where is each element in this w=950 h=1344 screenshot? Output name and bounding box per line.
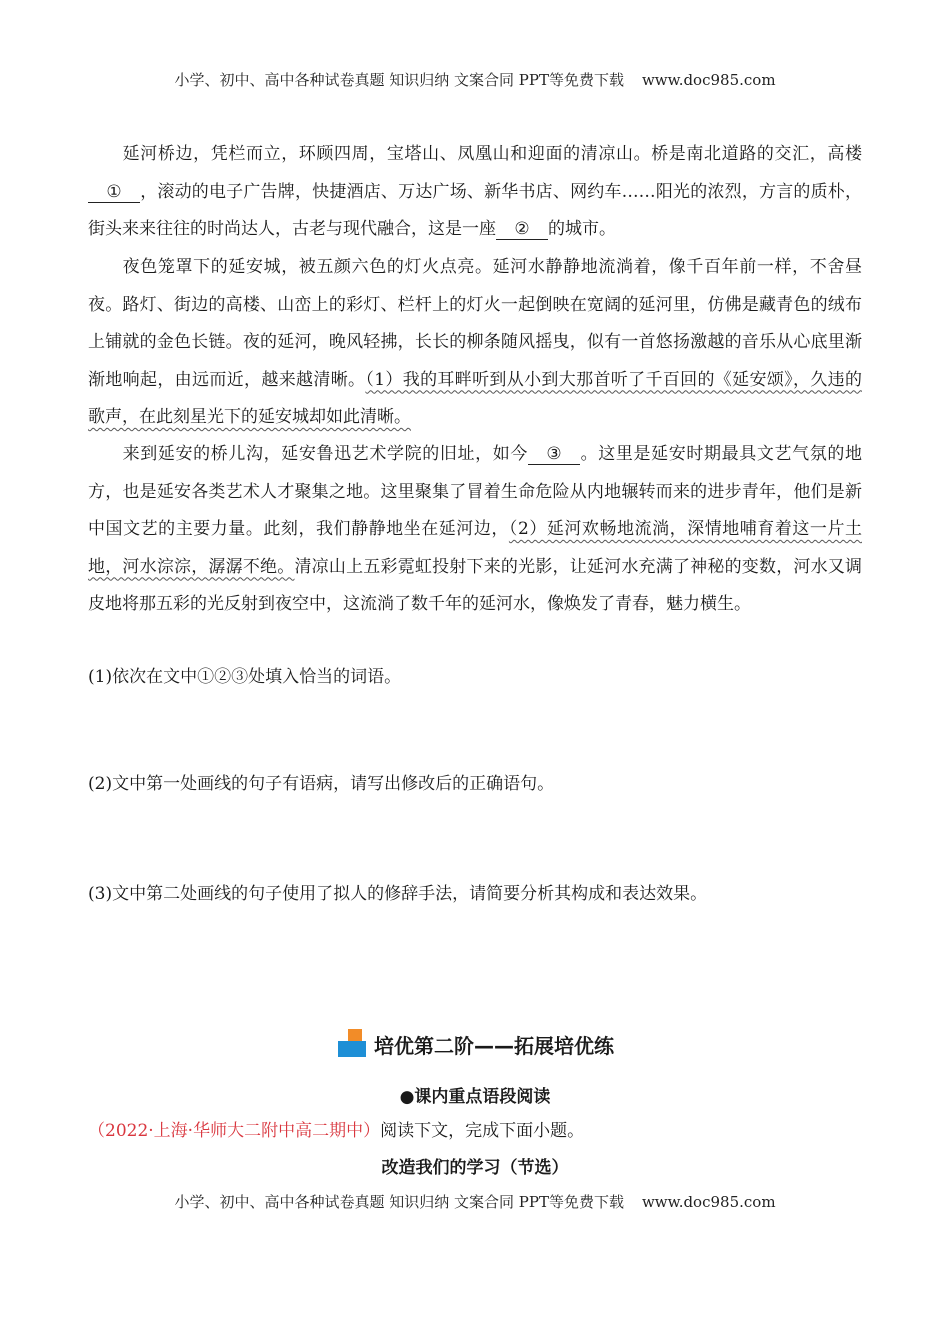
p3-text-b: 。这里是延安时期最具文艺气氛的地方，也是延安各类艺术人才聚集之地。这里聚集了冒着生命危险从内地辗转而来的进步青年，他们是新中国文艺的主要力量。此刻，我们静静地坐在延河边， xyxy=(88,444,862,539)
passage-paragraph-3 xyxy=(88,436,862,624)
source-citation: （2022·上海·华师大二附中高二期中） xyxy=(88,1121,381,1141)
p1-text-b: ，滚动的电子广告牌，快捷酒店、万达广场、新华书店、网约车……阳光的浓烈，方言的质朴，街头来来往往的时尚达人，古老与现代融合，这是一座 xyxy=(88,181,862,239)
header-site: www.doc985.com xyxy=(641,71,776,89)
footer-text: 小学、初中、高中各种试卷真题 知识归纳 文案合同 PPT等免费下载 xyxy=(174,1193,624,1211)
passage-paragraph-1 xyxy=(88,136,862,249)
article-title: 改造我们的学习（节选） xyxy=(381,1158,569,1178)
p1-text-a: 延河桥边，凭栏而立，环顾四周，宝塔山、凤凰山和迎面的清凉山。桥是南北道路的交汇，高楼 xyxy=(122,144,862,164)
footer-site: www.doc985.com xyxy=(641,1193,776,1211)
blank-3: ③ xyxy=(528,444,580,465)
header-text: 小学、初中、高中各种试卷真题 知识归纳 文案合同 PPT等免费下载 xyxy=(174,71,624,89)
section-logo-icon xyxy=(336,1027,368,1061)
section-subtitle: ●课内重点语段阅读 xyxy=(399,1087,551,1107)
question-1: (1)依次在文中①②③处填入恰当的词语。 xyxy=(88,667,402,687)
page-header xyxy=(0,69,950,90)
underlined-sentence-2: （2）延河欢畅地流淌，深情地哺育着这一片土地，河水淙淙，潺潺不绝。 xyxy=(88,519,862,577)
section-title xyxy=(0,1027,950,1061)
p3-text-a: 来到延安的桥儿沟，延安鲁迅艺术学院的旧址，如今 xyxy=(122,444,528,464)
source-line xyxy=(88,1116,584,1141)
passage-paragraph-2 xyxy=(88,249,862,437)
instruction-text: 阅读下文，完成下面小题。 xyxy=(380,1121,585,1141)
p2-text-a: 夜色笼罩下的延安城，被五颜六色的灯火点亮。延河水静静地流淌着，像千百年前一样，不舍昼夜。路灯、街边的高楼、山峦上的彩灯、栏杆上的灯火一起倒映在宽阔的延河里，仿佛是藏青色的绒布上铺就的金色长链。夜的延河，晚风轻拂，长长的柳条随风摇曳，似有一首悠扬激越的音乐从心底里渐渐地响起，由远而近，越来越清晰。 xyxy=(88,257,862,390)
blank-1: ① xyxy=(88,182,140,203)
blank-2: ② xyxy=(496,219,548,240)
underlined-sentence-1: （1）我的耳畔听到从小到大那首听了千百回的《延安颂》，久违的歌声，在此刻星光下的延安城却如此清晰。 xyxy=(88,369,862,427)
section-title-text: 培优第二阶——拓展培优练 xyxy=(374,1034,614,1058)
page-footer xyxy=(0,1191,950,1212)
p1-text-c: 的城市。 xyxy=(548,219,616,239)
question-2: (2)文中第一处画线的句子有语病，请写出修改后的正确语句。 xyxy=(88,774,555,794)
question-3: (3)文中第二处画线的句子使用了拟人的修辞手法，请简要分析其构成和表达效果。 xyxy=(88,884,708,904)
p3-text-c: 清凉山上五彩霓虹投射下来的光影，让延河水充满了神秘的变数，河水又调皮地将那五彩的光反射到夜空中，这流淌了数千年的延河水，像焕发了青春，魅力横生。 xyxy=(88,556,863,614)
